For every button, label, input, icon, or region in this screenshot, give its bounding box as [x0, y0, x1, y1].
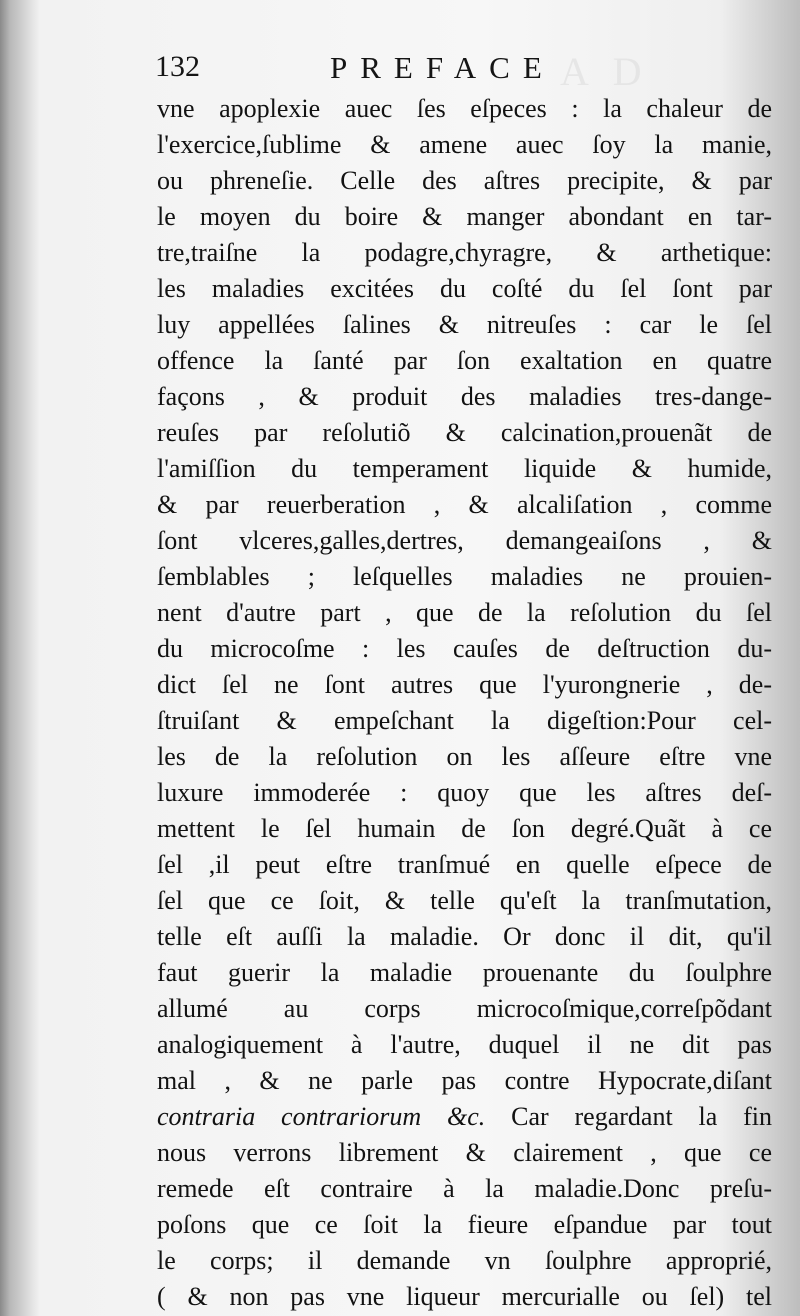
line-rest: Car regardant la fin: [485, 1102, 772, 1131]
text-line: dict ſel ne ſont autres que l'yurongnerie , de-: [157, 670, 772, 699]
italic-phrase: contraria contrariorum &c.: [157, 1102, 486, 1131]
text-line: les maladies excitées du coſté du ſel ſont par: [157, 274, 772, 303]
text-line: le moyen du boire & manger abondant en tar-: [157, 202, 772, 231]
text-line: du microcoſme : les cauſes de deſtruction du-: [157, 634, 772, 663]
text-line: façons , & produit des maladies tres-dange-: [157, 382, 772, 411]
text-line-with-italic: [157, 1098, 772, 1136]
text-line: luxure immoderée : quoy que les aſtres deſ-: [157, 778, 772, 807]
text-line: ſel que ce ſoit, & telle qu'eſt la tranſmutation,: [157, 886, 772, 915]
text-line: les de la reſolution on les aſſeure eſtre vne: [157, 742, 772, 771]
running-title: PREFACE: [330, 50, 555, 85]
text-line: remede eſt contraire à la maladie.Donc preſu-: [157, 1174, 772, 1203]
text-line: faut guerir la maladie prouenante du ſoulphre: [157, 958, 772, 987]
text-line: ( & non pas vne liqueur mercurialle ou ſel) tel: [157, 1282, 772, 1311]
text-line: offence la ſanté par ſon exaltation en quatre: [157, 346, 772, 375]
text-line: nent d'autre part , que de la reſolution du ſel: [157, 598, 772, 627]
text-line: allumé au corps microcoſmique,correſpõdant: [157, 994, 772, 1023]
text-line: poſons que ce ſoit la fieure eſpandue par tout: [157, 1210, 772, 1239]
text-line: ou phreneſie. Celle des aſtres precipite, & par: [157, 166, 772, 195]
text-line: mal , & ne parle pas contre Hypocrate,diſant: [157, 1066, 772, 1095]
running-head: [155, 50, 775, 90]
text-line: tre,traiſne la podagre,chyragre, & arthetique:: [157, 238, 772, 267]
text-line: mettent le ſel humain de ſon degré.Quãt à ce: [157, 814, 772, 843]
text-line: ſtruiſant & empeſchant la digeſtion:Pour cel-: [157, 706, 772, 735]
show-through-text: A D: [560, 49, 650, 94]
page-number: 132: [155, 50, 200, 83]
text-line: reuſes par reſolutiõ & calcination,prouenãt de: [157, 418, 772, 447]
text-line: l'amiſſion du temperament liquide & humide,: [157, 454, 772, 483]
text-line: l'exercice,ſublime & amene auec ſoy la manie,: [157, 130, 772, 159]
text-line: ſel ,il peut eſtre tranſmué en quelle eſpece de: [157, 850, 772, 879]
text-line: luy appellées ſalines & nitreuſes : car le ſel: [157, 310, 772, 339]
text-line: nous verrons librement & clairement , que ce: [157, 1138, 772, 1167]
body-text: [157, 90, 772, 1310]
text-line: & par reuerberation , & alcaliſation , comme: [157, 490, 772, 519]
text-line: ſont vlceres,galles,dertres, demangeaiſons , &: [157, 526, 772, 555]
text-line: ſemblables ; leſquelles maladies ne prouien-: [157, 562, 772, 591]
text-line: le corps; il demande vn ſoulphre approprié,: [157, 1246, 772, 1275]
text-line: analogiquement à l'autre, duquel il ne dit pas: [157, 1030, 772, 1059]
text-line: vne apoplexie auec ſes eſpeces : la chaleur de: [157, 94, 772, 123]
text-line: telle eſt auſſi la maladie. Or donc il dit, qu'il: [157, 922, 772, 951]
